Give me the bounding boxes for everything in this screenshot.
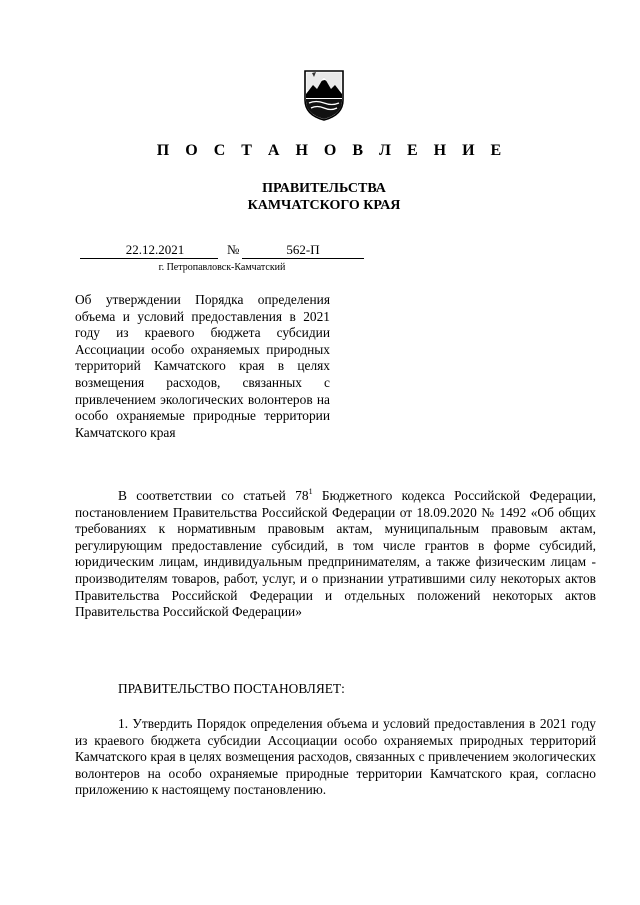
authority-line-1: ПРАВИТЕЛЬСТВА bbox=[262, 181, 386, 196]
issuing-authority bbox=[0, 180, 640, 214]
decree-phrase: ПРАВИТЕЛЬСТВО ПОСТАНОВЛЯЕТ: bbox=[118, 681, 345, 696]
document-type-title: П О С Т А Н О В Л Е Н И Е bbox=[156, 142, 508, 159]
document-date: 22.12.2021 bbox=[80, 241, 218, 259]
place-of-issue: г. Петропавловск-Камчатский bbox=[158, 262, 286, 273]
preamble-paragraph bbox=[75, 488, 596, 621]
document-number: 562-П bbox=[242, 241, 364, 259]
clause-1: 1. Утвердить Порядок определения объема и условий предоставления в 2021 году из краевого бюджета субсидии Ассоциации особо охраняемых природных территорий Камчатского края в целях возмещения расходов, связанных с привлечением экологических волонтеров на особо охраняемые природные территории Камчатского края, согласно приложению к настоящему постановлению. bbox=[75, 716, 596, 798]
authority-line-2: КАМЧАТСКОГО КРАЯ bbox=[247, 198, 401, 213]
date-number-line bbox=[80, 241, 364, 261]
document-subject: Об утверждении Порядка определения объема и условий предоставления в 2021 году из краевого бюджета субсидии Ассоциации особо охраняемых природных территорий Камчатского края в целях возмещения расходов, связанных с привлечением экологических волонтеров на особо охраняемые природные территории Камчатского края bbox=[75, 292, 330, 440]
kamchatka-coat-of-arms-icon bbox=[302, 68, 346, 122]
article-superscript: 1 bbox=[308, 487, 313, 496]
preamble-text-start: В соответствии со статьей 78 bbox=[118, 488, 309, 503]
number-sign: № bbox=[227, 242, 240, 257]
preamble-text-rest: Бюджетного кодекса Российской Федерации, постановлением Правительства Российской Федерации от 18.09.2020 № 1492 «Об общих требованиях к нормативным правовым актам, муниципальным правовым актам, регулирующим предоставление субсидий, в том числе грантов в форме субсидий, юридическим лицам, индивидуальным предпринимателям, а также физическим лицам - производителям товаров, работ, услуг, и о признании утратившими силу некоторых актов Правительства Российской Федерации и отдельных положений некоторых актов Правительства Российской Федерации» bbox=[75, 488, 597, 620]
